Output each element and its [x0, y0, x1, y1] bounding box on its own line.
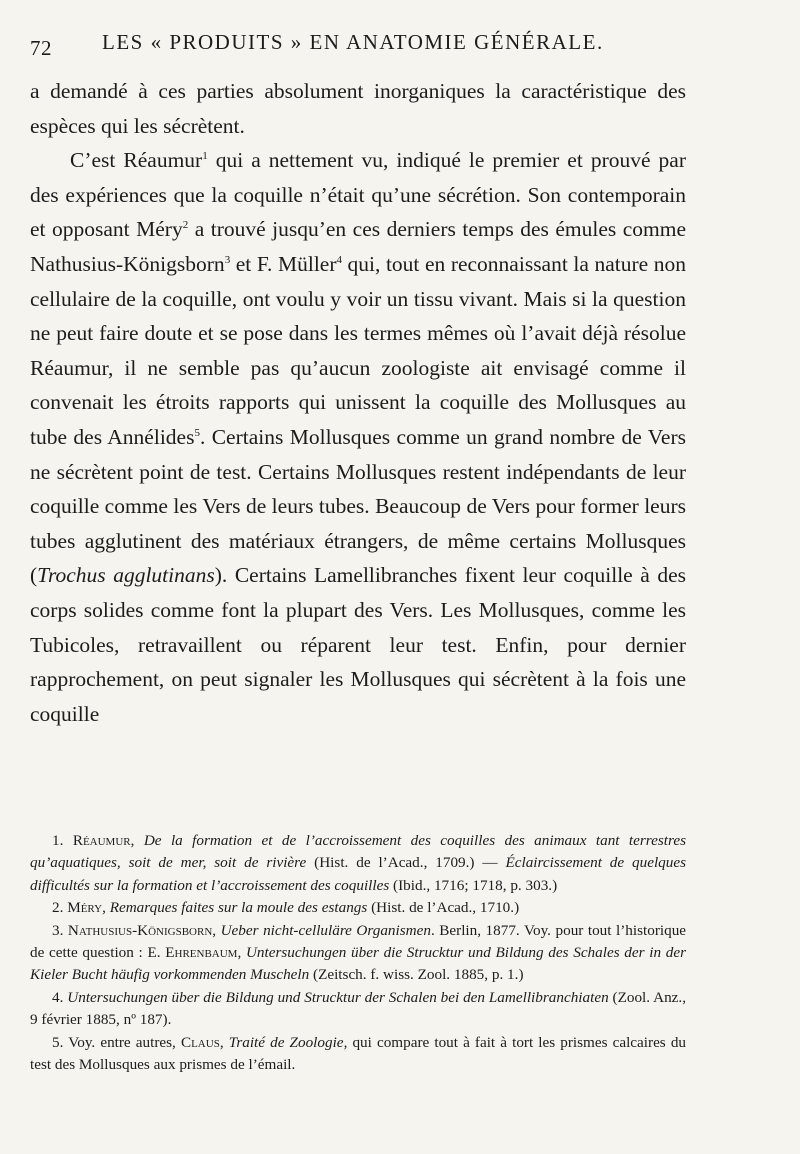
- footnote-title: Untersuchungen über die Bildung und Strucktur der Schalen bei den Lamellibranchiaten: [67, 988, 609, 1006]
- footnote-title: Traité de Zoologie: [228, 1033, 344, 1051]
- footnote-reference: . Berlin, 1877. Voy. pour tout l’historique de cette question : E.: [30, 921, 687, 962]
- footnote-2: 2. Méry, Remarques faites sur la moule des estangs (Hist. de l’Acad., 1710.): [52, 899, 520, 917]
- footnote-4: [30, 987, 686, 1032]
- footnote-text: , qui compare tout à fait à tort les prismes calcaires du test des Mollusques aux prismes de l’émail.: [30, 1033, 687, 1074]
- footnote-title: Untersuchungen über die Strucktur und Bildung des Schales der in der Kieler Bucht häufig vorkommenden Muscheln: [30, 944, 686, 984]
- footnote-ref-3: 3: [224, 253, 231, 266]
- text-segment: . Certains Mollusques comme un grand nombre de Vers ne sécrètent point de test. Certains Mollusques restent indépendants de leur coquille comme les Vers de leurs tubes. Beaucoup de Vers pour former leurs tubes agglutinent des matériaux étrangers, de même certains Mollusques (: [30, 424, 686, 588]
- text-segment: et F. Müller: [230, 251, 337, 276]
- footnote-author: Claus: [180, 1033, 220, 1051]
- footnote-reference: (Zeitsch. f. wiss. Zool. 1885, p. 1.): [309, 966, 524, 984]
- footnote-title: Éclaircissement de quelques difficultés sur la formation et l’accroissement des coquilles: [30, 854, 687, 894]
- species-name: Trochus agglutinans: [37, 563, 215, 588]
- footnote-reference: (Hist. de l’Acad., 1710.): [367, 899, 520, 917]
- footnote-number: 4.: [52, 988, 68, 1006]
- footnote-title: Remarques faites sur la moule des estangs: [109, 899, 368, 917]
- text-segment: ). Certains Lamellibranches fixent leur coquille à des corps solides comme font la plupart des Vers. Les Mollusques, comme les Tubicoles, retravaillent ou réparent leur test. Enfin, pour dernier rapprochement, on peut signaler les Mollusques qui sécrètent à la fois une coquille: [30, 563, 686, 726]
- paragraph-1: a demandé à ces parties absolument inorganiques la caractéristique des espèces qui les sécrètent.: [30, 79, 686, 138]
- footnote-reference: (Hist. de l’Acad., 1709.) —: [306, 854, 506, 872]
- footnote-reference: (Ibid., 1716; 1718, p. 303.): [389, 876, 558, 894]
- text-segment: qui a nettement vu, indiqué le premier et prouvé par des expériences que la coquille n’était qu’une sécrétion. Son contemporain et opposant Méry: [30, 148, 686, 242]
- paragraph-2: [30, 143, 686, 731]
- footnotes: [30, 830, 686, 1076]
- text-segment: qui, tout en reconnaissant la nature non cellulaire de la coquille, ont voulu y voir un tissu vivant. Mais si la question ne peut faire doute et se pose dans les termes mêmes où l’avait déjà résolue Réaumur, il ne semble pas qu’aucun zoologiste ait envisagé comme il convenait les étroits rapports qui unissent la coquille des Mollusques au tube des Annélides: [30, 251, 686, 449]
- footnote-number: 3.: [52, 921, 68, 939]
- footnote-1: 1. Réaumur, De la formation et de l’accroissement des coquilles des animaux tant terrestres qu’aquatiques, soit de mer, soit de rivière (Hist. de l’Acad., 1709.) — Éclaircissement de quelques difficultés sur la formation et l’accroissement des coquilles (Ibid., 1716; 1718, p. 303.): [30, 832, 687, 894]
- footnote-author: Ehrenbaum: [165, 944, 238, 962]
- text-segment: a trouvé jusqu’en ces derniers temps des émules comme Nathusius-Königsborn: [30, 217, 687, 276]
- footnote-ref-2: 2: [182, 219, 189, 232]
- footnote-number: 5.: [52, 1033, 69, 1051]
- page-header: [30, 26, 770, 62]
- footnote-ref-5: 5: [194, 426, 200, 439]
- text-segment: C’est Réaumur: [70, 148, 203, 173]
- footnote-5: 5. Voy. entre autres, Claus, Traité de Zoologie, qui compare tout à fait à tort les prismes calcaires du test des Mollusques aux prismes de l’émail.: [30, 1033, 687, 1074]
- footnote-author: Nathusius-Königsborn: [67, 921, 213, 939]
- footnote-text: Voy. entre autres,: [68, 1033, 181, 1051]
- footnote-number: 1.: [52, 832, 73, 849]
- footnote-number: 2.: [52, 899, 68, 917]
- footnote-ref-1: 1: [202, 150, 208, 163]
- page-number: 72: [30, 36, 52, 60]
- footnote-3: 3. Nathusius-Königsborn, Ueber nicht-celluläre Organismen. Berlin, 1877. Voy. pour tout l’historique de cette question : E. Ehrenbaum, Untersuchungen über die Strucktur und Bildung des Schales der in der Kieler Bucht häufig vorkommenden Muscheln (Zeitsch. f. wiss. Zool. 1885, p. 1.): [30, 921, 687, 984]
- footnote-author: Méry: [67, 899, 103, 917]
- footnote-title: De la formation et de l’accroissement des coquilles des animaux tant terrestres qu’aquatiques, soit de mer, soit de rivière: [30, 832, 687, 872]
- running-title: LES « PRODUITS » EN ANATOMIE GÉNÉRALE.: [102, 30, 604, 54]
- footnote-ref-4: 4: [336, 253, 342, 266]
- body-text: [30, 74, 686, 731]
- footnote-author: Réaumur: [72, 832, 131, 849]
- footnote-reference: (Zool. Anz., 9 février 1885, nº 187).: [30, 988, 686, 1029]
- footnote-title: Ueber nicht-celluläre Organismen: [220, 921, 431, 939]
